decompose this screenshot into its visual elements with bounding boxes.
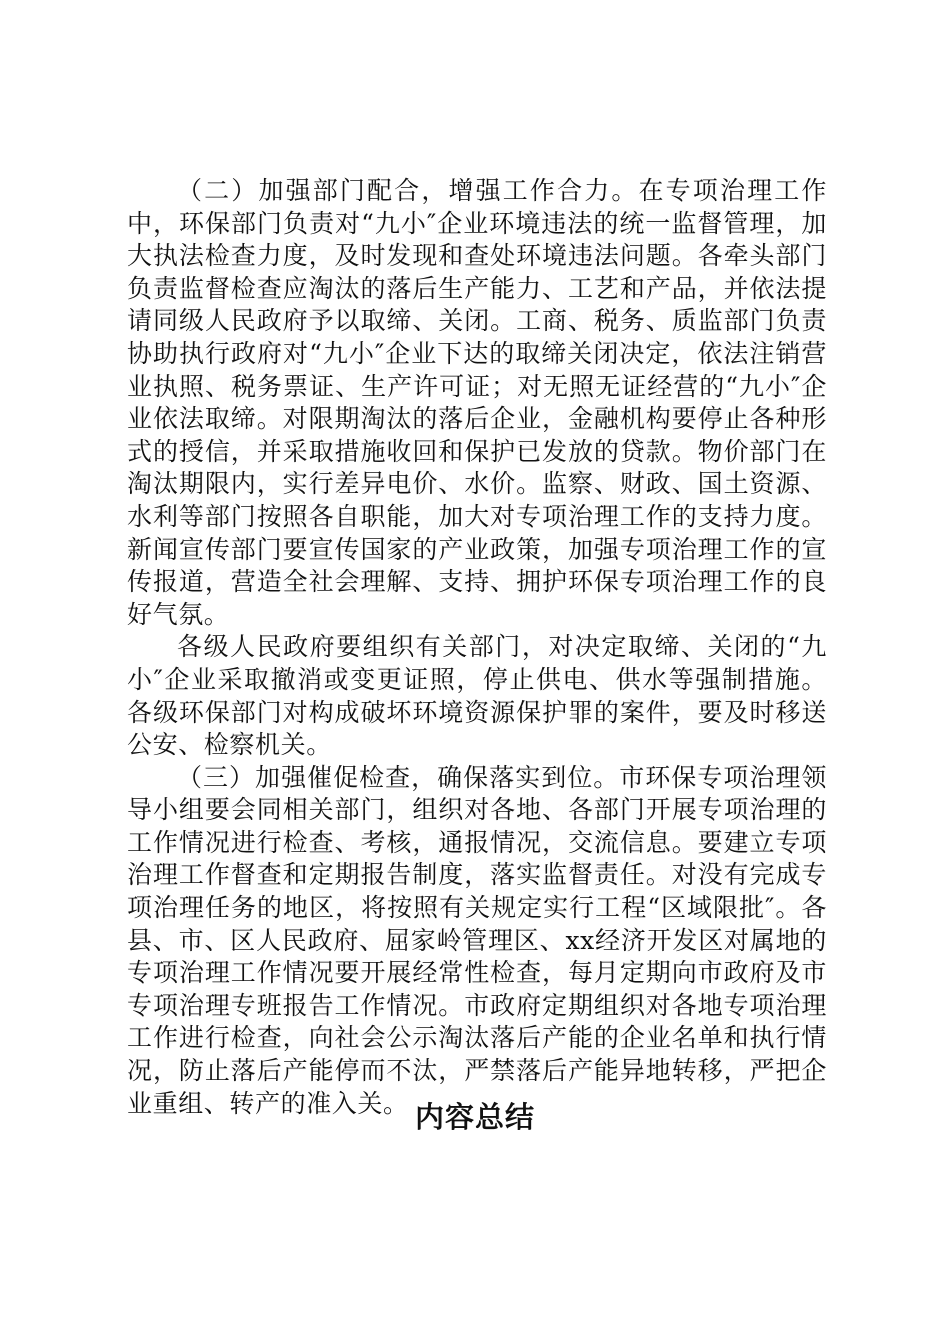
paragraph-department-cooperation: （二）加强部门配合，增强工作合力。在专项治理工作中，环保部门负责对“九小″企业环境违法的统一监督管理，加大执法检查力度，及时发现和查处环境违法问题。各牵头部门负责监督检查应淘汰的落后生产能力、工艺和产品，并依法提请同级人民政府予以取缔、关闭。工商、税务、质监部门负责协助执行政府对“九小″企业下达的取缔关闭决定，依法注销营业执照、税务票证、生产许可证；对无照无证经营的“九小″企业依法取缔。对限期淘汰的落后企业，金融机构要停止各种形式的授信，并采取措施收回和保护已发放的贷款。物价部门在淘汰期限内，实行差异电价、水价。监察、财政、国土资源、水利等部门按照各自职能，加大对专项治理工作的支持力度。新闻宣传部门要宣传国家的产业政策，加强专项治理工作的宣传报道，营造全社会理解、支持、拥护环保专项治理工作的良好气氛。: [127, 176, 827, 629]
document-body: [127, 175, 827, 1120]
summary-heading: 内容总结: [414, 1100, 535, 1134]
paragraph-supervision-inspection: （三）加强催促检查，确保落实到位。市环保专项治理领导小组要会同相关部门，组织对各地、各部门开展专项治理的工作情况进行检查、考核，通报情况，交流信息。要建立专项治理工作督查和定期报告制度，落实监督责任。对没有完成专项治理任务的地区，将按照有关规定实行工程“区域限批″。各县、市、区人民政府、屈家岭管理区、xx经济开发区对属地的专项治理工作情况要开展经常性检查，每月定期向市政府及市专项治理专班报告工作情况。市政府定期组织对各地专项治理工作进行检查，向社会公示淘汰落后产能的企业名单和执行情况，防止落后产能停而不汰，严禁落后产能异地转移，严把企业重组、转产的准入关。: [127, 762, 827, 1118]
paragraph-enforcement-measures: 各级人民政府要组织有关部门，对决定取缔、关闭的“九小″企业采取撤消或变更证照，停止供电、供水等强制措施。各级环保部门对构成破坏环境资源保护罪的案件，要及时移送公安、检察机关。: [127, 632, 827, 760]
